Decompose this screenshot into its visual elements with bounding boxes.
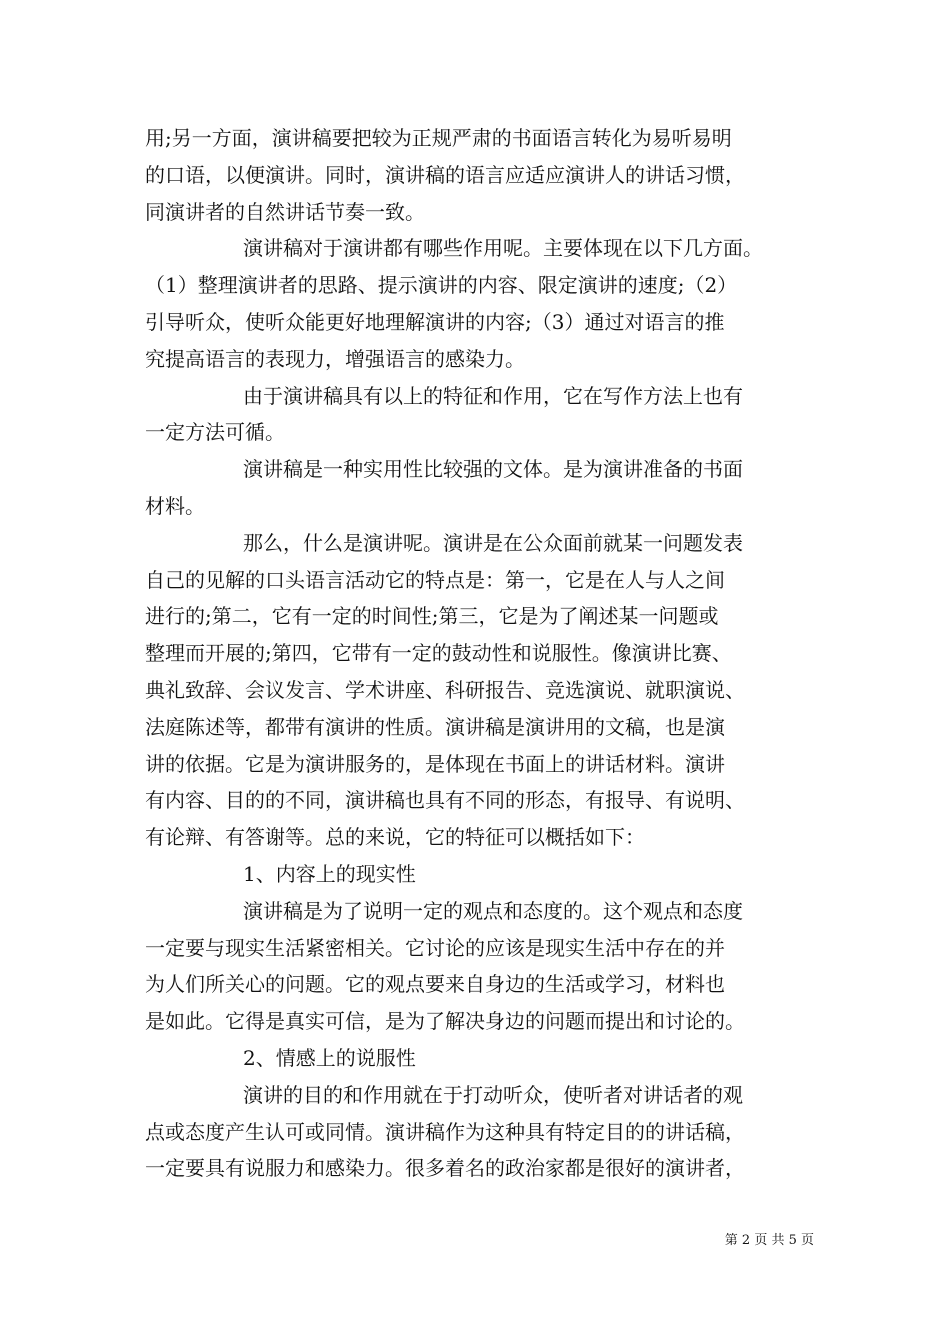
text-line: 一定方法可循。: [145, 420, 285, 445]
text-line: 演讲稿对于演讲都有哪些作用呢。主要体现在以下几方面。: [243, 236, 763, 261]
text-line: 1、内容上的现实性: [243, 861, 416, 886]
text-line: 一定要具有说服力和感染力。很多着名的政治家都是很好的演讲者，: [145, 1156, 745, 1181]
text-line: 用;另一方面，演讲稿要把较为正规严肃的书面语言转化为易听易明: [145, 126, 732, 150]
text-line: 点或态度产生认可或同情。演讲稿作为这种具有特定目的的讲话稿，: [145, 1119, 745, 1144]
text-line: （1）整理演讲者的思路、提示演讲的内容、限定演讲的速度;（2）: [145, 273, 738, 298]
text-line: 讲的依据。它是为演讲服务的，是体现在书面上的讲话材料。演讲: [145, 751, 725, 776]
text-line: 引导听众，使听众能更好地理解演讲的内容;（3）通过对语言的推: [145, 309, 725, 334]
text-line: 自己的见解的口头语言活动它的特点是：第一，它是在人与人之间: [145, 567, 725, 592]
text-line: 由于演讲稿具有以上的特征和作用，它在写作方法上也有: [243, 383, 743, 408]
text-line: 典礼致辞、会议发言、学术讲座、科研报告、竞选演说、就职演说、: [145, 677, 745, 702]
text-line: 演讲稿是一种实用性比较强的文体。是为演讲准备的书面: [243, 457, 743, 482]
text-line: 法庭陈述等，都带有演讲的性质。演讲稿是演讲用的文稿，也是演: [145, 714, 725, 739]
text-line: 有内容、目的的不同，演讲稿也具有不同的形态，有报导、有说明、: [145, 788, 745, 813]
text-line: 为人们所关心的问题。它的观点要来自身边的生活或学习，材料也: [145, 972, 725, 997]
text-line: 进行的;第二，它有一定的时间性;第三，它是为了阐述某一问题或: [145, 604, 719, 629]
page-number: 第 2 页 共 5 页: [724, 1233, 814, 1248]
text-line: 整理而开展的;第四，它带有一定的鼓动性和说服性。像演讲比赛、: [145, 641, 732, 666]
text-line: 那么，什么是演讲呢。演讲是在公众面前就某一问题发表: [243, 530, 743, 555]
text-line: 究提高语言的表现力，增强语言的感染力。: [145, 346, 525, 371]
body-text: [145, 120, 805, 1187]
text-line: 是如此。它得是真实可信，是为了解决身边的问题而提出和讨论的。: [145, 1009, 745, 1034]
text-line: 有论辩、有答谢等。总的来说，它的特征可以概括如下：: [145, 825, 645, 850]
text-line: 一定要与现实生活紧密相关。它讨论的应该是现实生活中存在的并: [145, 935, 725, 960]
text-line: 材料。: [145, 493, 205, 518]
text-line: 2、情感上的说服性: [243, 1045, 416, 1070]
text-line: 的口语，以便演讲。同时，演讲稿的语言应适应演讲人的讲话习惯，: [145, 162, 745, 187]
text-line: 同演讲者的自然讲话节奏一致。: [145, 199, 425, 224]
text-line: 演讲的目的和作用就在于打动听众，使听者对讲话者的观: [243, 1082, 743, 1107]
text-line: 演讲稿是为了说明一定的观点和态度的。这个观点和态度: [243, 898, 743, 923]
